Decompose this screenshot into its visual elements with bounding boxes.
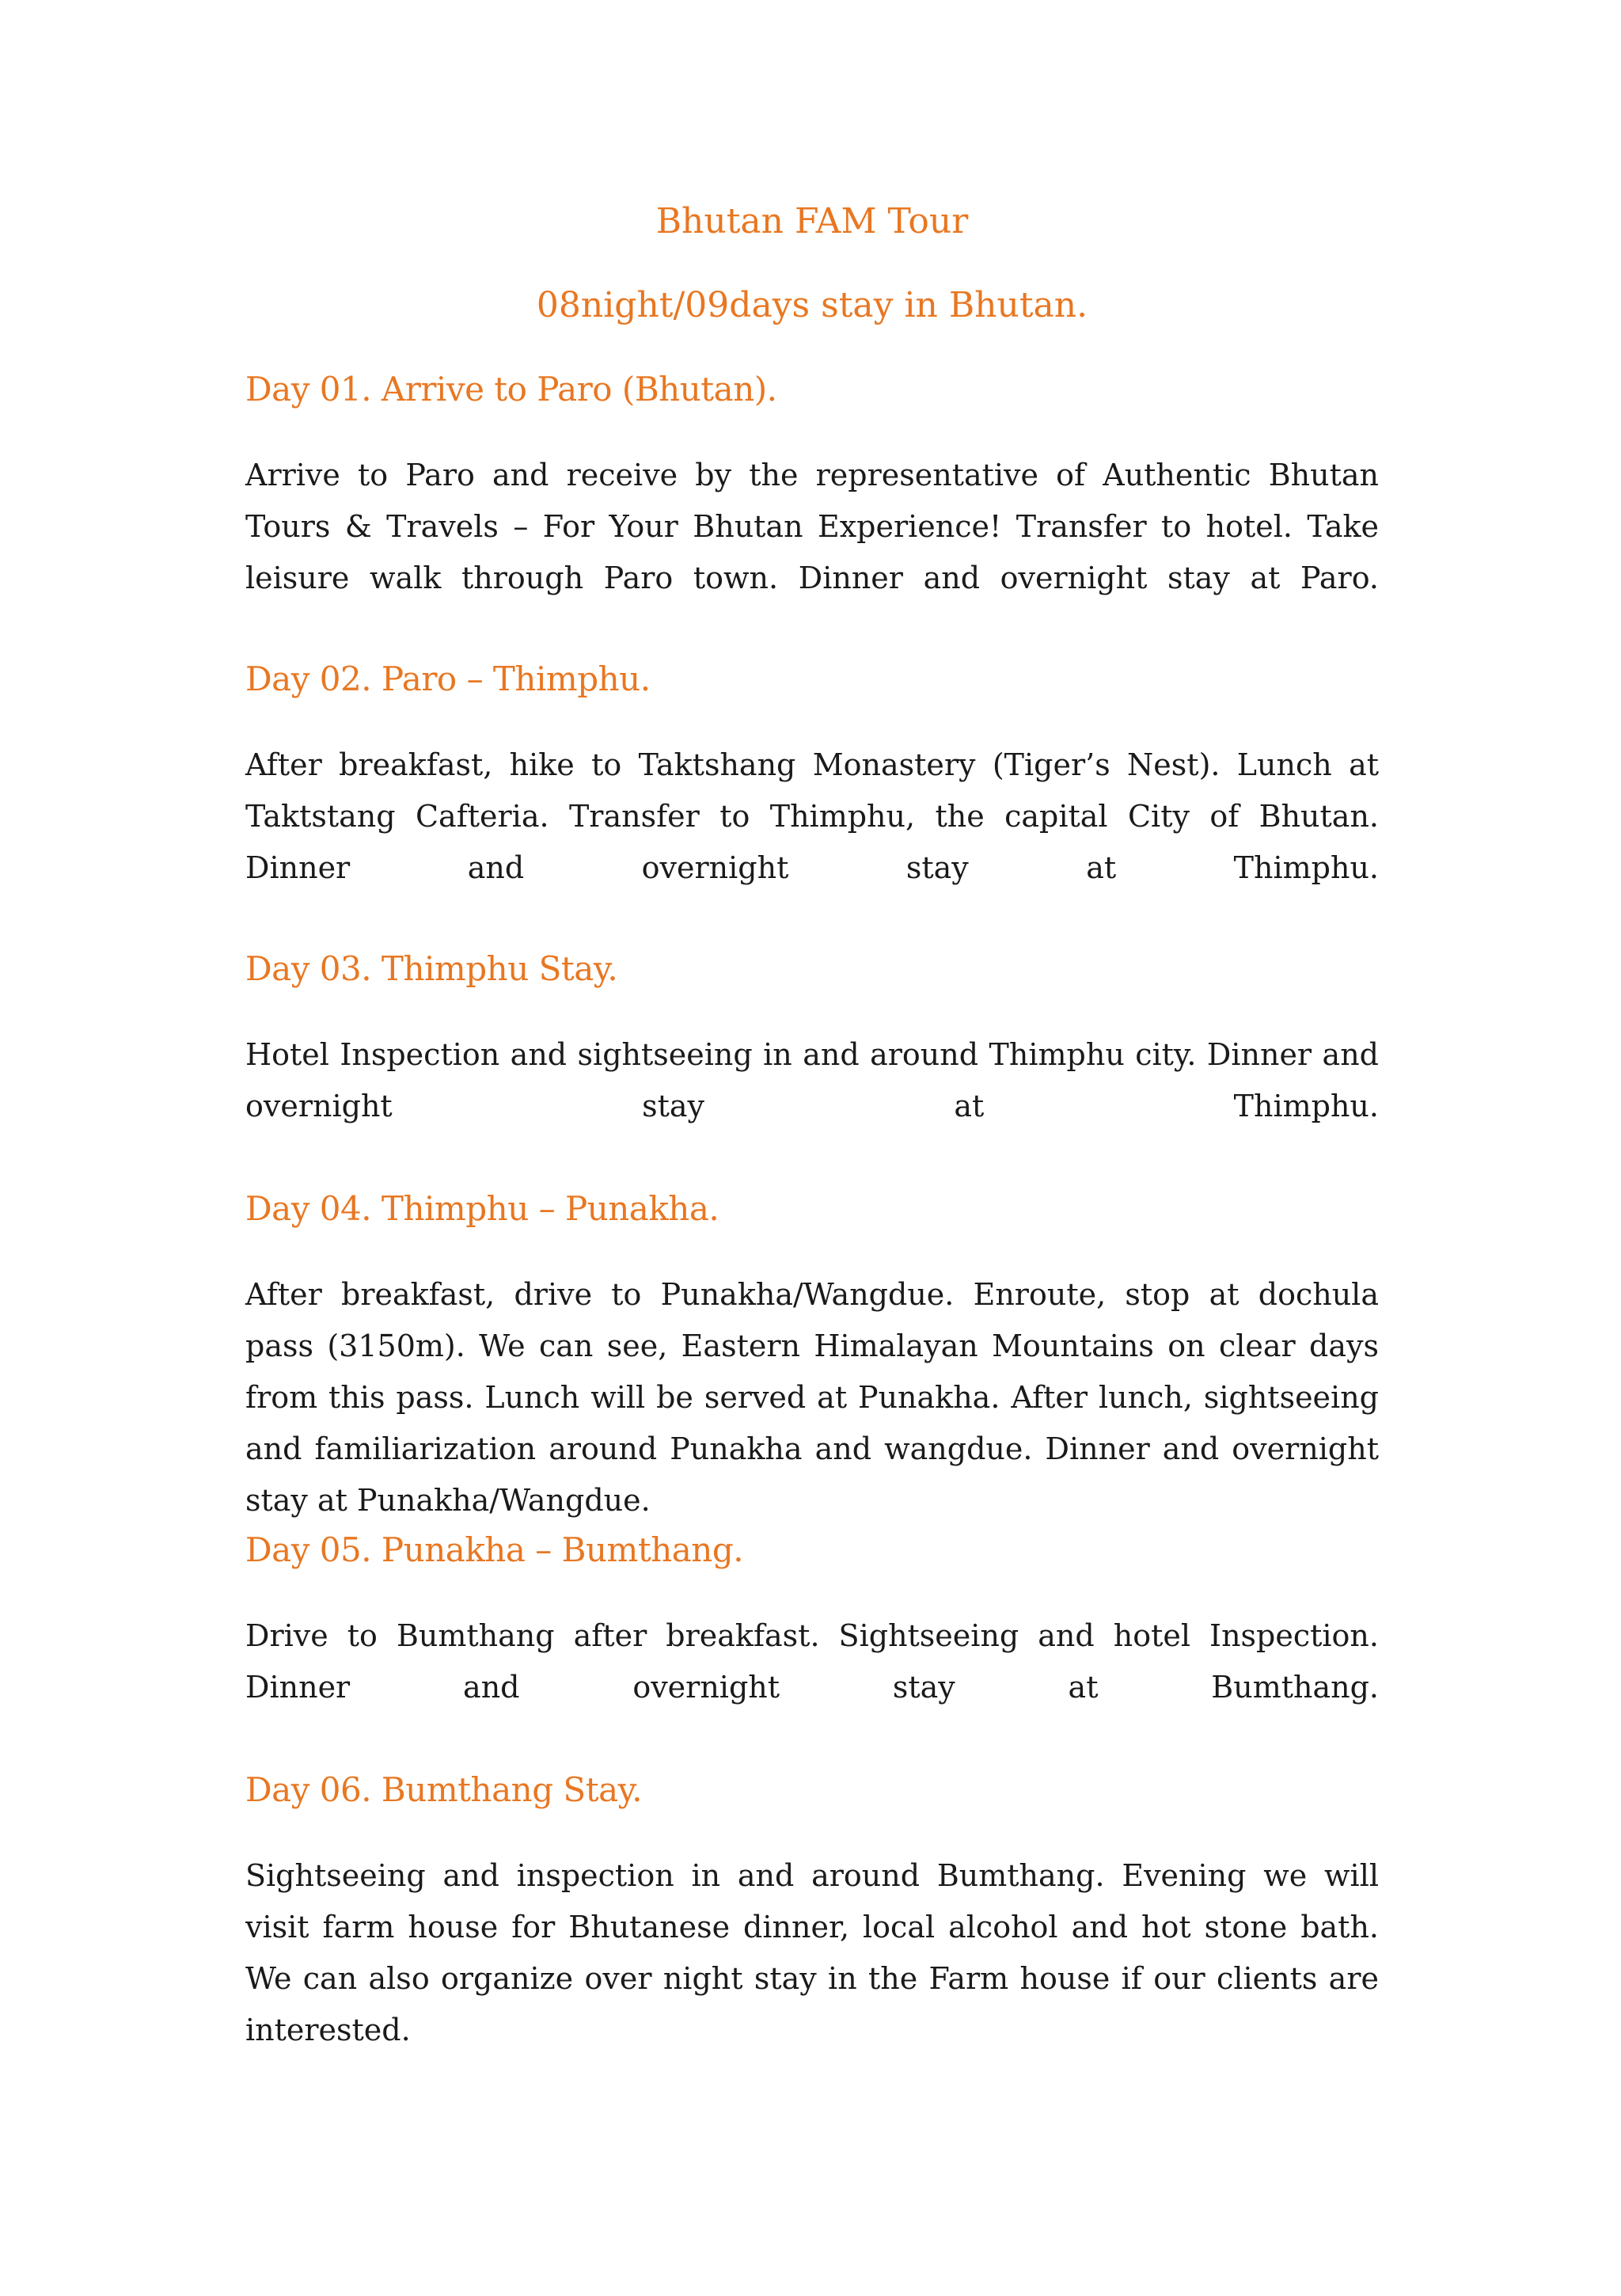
day-05-heading: Day 05. Punakha – Bumthang.: [245, 1530, 744, 1569]
day-04-heading: Day 04. Thimphu – Punakha.: [245, 1189, 719, 1228]
day-02-description: After breakfast, hike to Taktshang Monastery (Tiger’s Nest). Lunch at Taktstang Cafteria. Transfer to Thimphu, the capital City of Bhutan. Dinner and overnight stay at Thimphu.: [245, 747, 1379, 885]
day-06-description: Sightseeing and inspection in and around Bumthang. Evening we will visit farm house for Bhutanese dinner, local alcohol and hot stone bath. We can also organize over night stay in the Farm house if our clients are interested.: [245, 1858, 1379, 2047]
document-subtitle: 08night/09days stay in Bhutan.: [536, 285, 1088, 325]
day-01-description: Arrive to Paro and receive by the representative of Authentic Bhutan Tours & Travels – For Your Bhutan Experience! Transfer to hotel. Take leisure walk through Paro town. Dinner and overnight stay at Paro.: [245, 458, 1379, 595]
document-page: [245, 0, 1379, 2296]
document-title: Bhutan FAM Tour: [655, 201, 969, 241]
day-06-heading: Day 06. Bumthang Stay.: [245, 1770, 643, 1809]
day-05-description: Drive to Bumthang after breakfast. Sightseeing and hotel Inspection. Dinner and overnight stay at Bumthang.: [245, 1618, 1379, 1705]
day-03-description: Hotel Inspection and sightseeing in and around Thimphu city. Dinner and overnight stay at Thimphu.: [245, 1037, 1379, 1123]
day-01-heading: Day 01. Arrive to Paro (Bhutan).: [245, 370, 777, 409]
day-02-heading: Day 02. Paro – Thimphu.: [245, 660, 651, 698]
day-03-heading: Day 03. Thimphu Stay.: [245, 949, 618, 988]
day-04-description: After breakfast, drive to Punakha/Wangdue. Enroute, stop at dochula pass (3150m). We can see, Eastern Himalayan Mountains on clear days from this pass. Lunch will be served at Punakha. After lunch, sightseeing and familiarization around Punakha and wangdue. Dinner and overnight stay at Punakha/Wangdue.: [245, 1277, 1379, 1518]
